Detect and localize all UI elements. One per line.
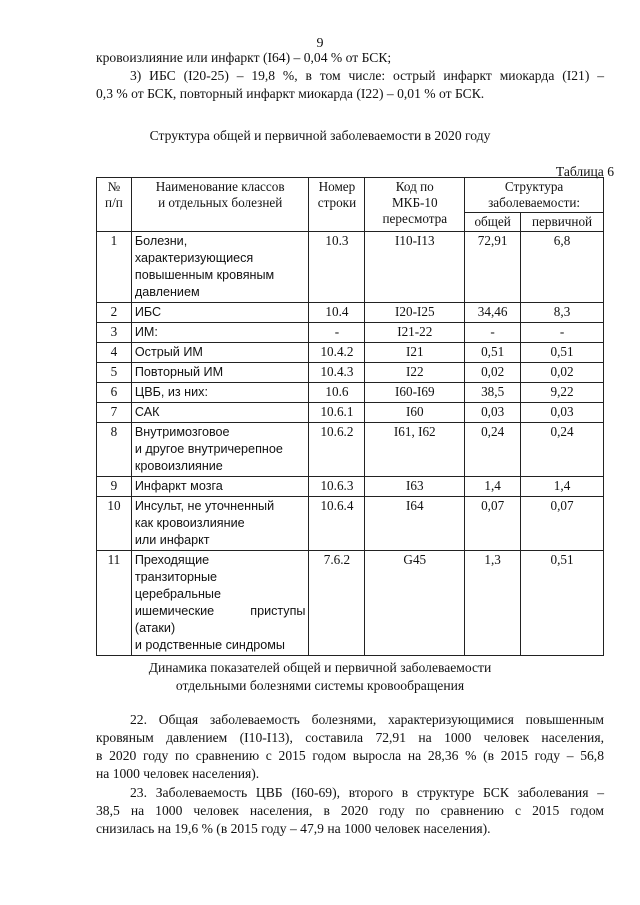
line-code: 10.6.1 [309,403,365,423]
disease-name-line: Острый ИМ [134,345,203,359]
disease-name-line: или инфаркт [134,533,210,547]
intro-line-1: кровоизлияние или инфаркт (I64) – 0,04 % от БСК; [96,50,392,65]
table-row [97,551,604,656]
disease-name-line: (атаки) [134,621,176,635]
para22-line-3: в 2020 году по сравнению с 2015 годом выросла на 28,36 % (в 2015 году – 56,8 [96,748,604,763]
para22-line-4: на 1000 человек населения). [96,766,260,781]
disease-name-line: повышенным кровяным [134,268,275,282]
disease-name [131,323,309,343]
icd-code: I22 [365,363,465,383]
row-number: 3 [97,323,132,343]
header-primary: первичной [521,213,604,232]
general-value: 1,3 [465,551,521,656]
line-code: 10.6.2 [309,423,365,477]
icd-code: I20-I25 [365,303,465,323]
icd-code: I21 [365,343,465,363]
general-value: 72,91 [465,232,521,303]
disease-name [131,403,309,423]
disease-name-line: церебральные [134,587,221,601]
para23-line-3: снизилась на 19,6 % (в 2015 году – 47,9 на 1000 человек населения). [96,821,491,836]
header-structure: Структура заболеваемости: [465,178,604,213]
general-value: 0,51 [465,343,521,363]
disease-name-line: Болезни, [134,234,188,248]
disease-name [131,343,309,363]
disease-name-line: ИБС [134,305,162,319]
general-value: 0,07 [465,497,521,551]
primary-value: 1,4 [521,477,604,497]
header-row-number: Номер строки [309,178,365,232]
line-code: 10.4 [309,303,365,323]
table-row [97,383,604,403]
disease-name-line: ИМ: [134,325,158,339]
primary-value: 0,07 [521,497,604,551]
disease-name [131,551,309,656]
general-value: 0,03 [465,403,521,423]
dynamics-title-line-1: Динамика показателей общей и первичной заболеваемости [148,660,492,675]
general-value: 34,46 [465,303,521,323]
disease-name-line: и другое внутричерепное [134,442,283,456]
section-title: Структура общей и первичной заболеваемости в 2020 году [149,128,491,143]
table-row [97,323,604,343]
intro-line-2: 3) ИБС (I20-25) – 19,8 %, в том числе: острый инфаркт миокарда (I21) – [130,68,604,83]
row-number: 9 [97,477,132,497]
icd-code: I60 [365,403,465,423]
general-value: 1,4 [465,477,521,497]
row-number: 2 [97,303,132,323]
general-value: 0,24 [465,423,521,477]
icd-code: I63 [365,477,465,497]
primary-value: 0,51 [521,343,604,363]
disease-name-line: и родственные синдромы [134,638,285,652]
para23-line-2: 38,5 на 1000 человек населения, в 2020 году по сравнению с 2015 годом [96,803,604,818]
para22-line-1: 22. Общая заболеваемость болезнями, характеризующимися повышенным [130,712,604,727]
primary-value: 8,3 [521,303,604,323]
header-name: Наименование классов и отдельных болезней [131,178,309,232]
row-number: 6 [97,383,132,403]
table-row [97,497,604,551]
para23-line-1: 23. Заболеваемость ЦВБ (I60-69), второго в структуре БСК заболевания – [130,785,604,800]
disease-name-line: Повторный ИМ [134,365,224,379]
disease-name-line: Внутримозговое [134,425,230,439]
dynamics-title-line-2: отдельными болезнями системы кровообращения [175,678,465,693]
table-row [97,343,604,363]
icd-code: I64 [365,497,465,551]
table-label: Таблица 6 [555,164,614,179]
header-icd-code: Код по МКБ-10 пересмотра [365,178,465,232]
disease-name [131,497,309,551]
page-number: 9 [316,36,324,51]
line-code: 7.6.2 [309,551,365,656]
header-num: № п/п [97,178,132,232]
row-number: 11 [97,551,132,656]
primary-value: 0,51 [521,551,604,656]
general-value: 38,5 [465,383,521,403]
row-number: 4 [97,343,132,363]
line-code: 10.3 [309,232,365,303]
disease-name-line: Инфаркт мозга [134,479,223,493]
line-code: 10.6.3 [309,477,365,497]
primary-value: - [521,323,604,343]
disease-name-line: Преходящие [134,553,210,567]
primary-value: 0,24 [521,423,604,477]
row-number: 1 [97,232,132,303]
table-row [97,423,604,477]
disease-name [131,383,309,403]
disease-name-line: транзиторные [134,570,218,584]
icd-code: G45 [365,551,465,656]
disease-name [131,363,309,383]
disease-name-line: как кровоизлияние [134,516,245,530]
table-row [97,477,604,497]
para22-line-2: кровяным давлением (I10-I13), составила 72,91 на 1000 человек населения, [96,730,604,745]
disease-name [131,477,309,497]
icd-code: I60-I69 [365,383,465,403]
disease-name-line: ЦВБ, из них: [134,385,208,399]
disease-name-line: характеризующиеся [134,251,254,265]
general-value: - [465,323,521,343]
disease-name-line: САК [134,405,160,419]
intro-line-3: 0,3 % от БСК, повторный инфаркт миокарда (I22) – 0,01 % от БСК. [96,86,485,101]
disease-name [131,303,309,323]
table-row [97,303,604,323]
primary-value: 6,8 [521,232,604,303]
disease-name [131,423,309,477]
line-code: 10.6 [309,383,365,403]
disease-name-line: ишемические приступы [134,604,306,618]
row-number: 5 [97,363,132,383]
row-number: 8 [97,423,132,477]
disease-name [131,232,309,303]
line-code: 10.4.3 [309,363,365,383]
icd-code: I61, I62 [365,423,465,477]
primary-value: 9,22 [521,383,604,403]
morbidity-table [96,177,604,656]
table-header-row [97,178,604,213]
table-row [97,403,604,423]
icd-code: I21-22 [365,323,465,343]
row-number: 10 [97,497,132,551]
primary-value: 0,03 [521,403,604,423]
disease-name-line: давлением [134,285,200,299]
header-general: общей [465,213,521,232]
general-value: 0,02 [465,363,521,383]
icd-code: I10-I13 [365,232,465,303]
line-code: 10.4.2 [309,343,365,363]
disease-name-line: кровоизлияние [134,459,223,473]
row-number: 7 [97,403,132,423]
table-row [97,232,604,303]
line-code: 10.6.4 [309,497,365,551]
table-row [97,363,604,383]
primary-value: 0,02 [521,363,604,383]
disease-name-line: Инсульт, не уточненный [134,499,275,513]
line-code: - [309,323,365,343]
